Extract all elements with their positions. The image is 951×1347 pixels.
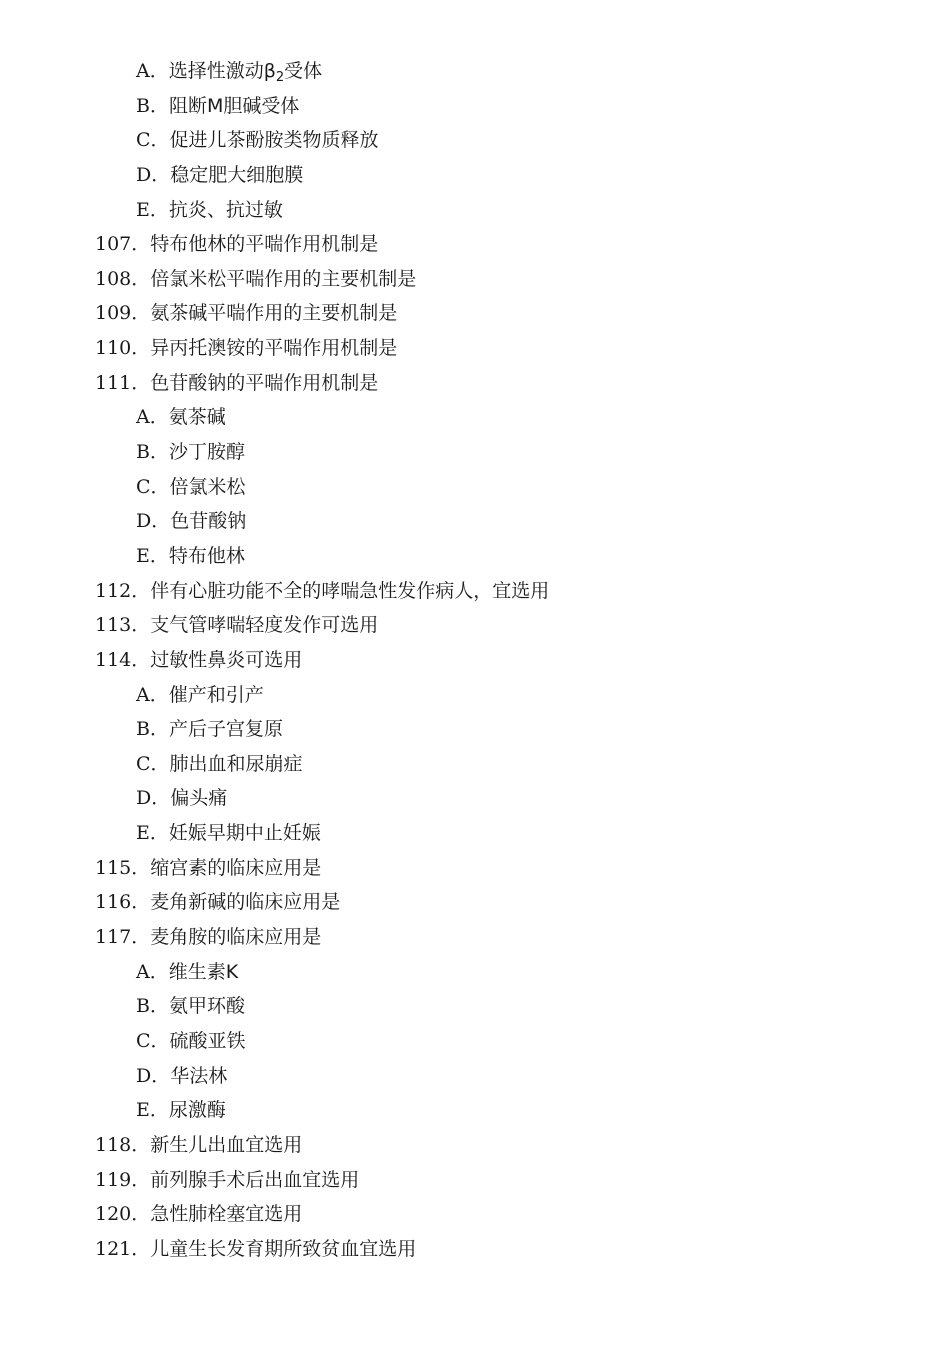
option-text: 选择性激动$\beta_2$受体 [168, 60, 323, 85]
question-116 [0, 885, 951, 920]
question-text: 麦角胺的临床应用是 [150, 926, 322, 949]
option-text: 产后子宫复原 [168, 718, 283, 741]
option-a [0, 678, 951, 713]
question-number: 108． [95, 267, 151, 290]
question-117 [0, 920, 951, 955]
option-letter: A． [136, 406, 169, 429]
question-number: 118． [95, 1133, 151, 1156]
option-letter: A． [136, 60, 169, 82]
question-text: 特布他林的平喘作用机制是 [150, 233, 379, 256]
question-number: 116． [95, 891, 151, 914]
option-e [0, 539, 951, 574]
option-b [0, 989, 951, 1024]
question-number: 120． [95, 1203, 151, 1226]
question-number: 114． [95, 648, 151, 671]
question-120 [0, 1197, 951, 1232]
option-c [0, 747, 951, 782]
subscript: 2 [275, 70, 285, 85]
question-text: 儿童生长发育期所致贫血宜选用 [150, 1237, 417, 1260]
exam-page [0, 54, 951, 1266]
option-a [0, 54, 951, 89]
option-d [0, 158, 951, 193]
question-115 [0, 851, 951, 886]
option-text: 特布他林 [168, 544, 245, 567]
option-text: 促进儿茶酚胺类物质释放 [169, 129, 379, 152]
question-number: 110． [95, 337, 151, 360]
option-text: 阻断M胆碱受体 [168, 94, 300, 117]
question-113 [0, 608, 951, 643]
question-number: 107． [95, 233, 151, 256]
question-text: 麦角新碱的临床应用是 [150, 891, 341, 914]
option-b [0, 435, 951, 470]
question-number: 115． [95, 856, 151, 879]
option-letter: B． [136, 441, 169, 464]
option-text: 氨甲环酸 [168, 995, 245, 1018]
question-text: 缩宫素的临床应用是 [150, 856, 322, 879]
option-text: 维生素K [168, 960, 239, 983]
question-number: 117． [95, 926, 151, 949]
option-letter: B． [136, 94, 169, 117]
question-121 [0, 1232, 951, 1267]
option-letter: D． [136, 163, 171, 186]
option-letter: D． [136, 510, 171, 533]
option-e [0, 816, 951, 851]
option-text: 倍氯米松 [169, 475, 246, 498]
option-b [0, 712, 951, 747]
option-text: 催产和引产 [168, 683, 264, 706]
question-118 [0, 1128, 951, 1163]
option-letter: B． [136, 995, 169, 1018]
option-d [0, 504, 951, 539]
option-c [0, 123, 951, 158]
question-text: 前列腺手术后出血宜选用 [150, 1168, 360, 1191]
question-text: 色苷酸钠的平喘作用机制是 [150, 371, 379, 394]
question-111 [0, 366, 951, 401]
question-108 [0, 262, 951, 297]
option-text: 硫酸亚铁 [169, 1029, 246, 1052]
option-letter: E． [136, 198, 169, 221]
option-b [0, 89, 951, 124]
question-number: 111． [95, 371, 151, 394]
option-text: 肺出血和尿崩症 [169, 752, 303, 775]
question-number: 109． [95, 302, 151, 325]
option-letter: C． [136, 475, 170, 498]
question-text: 伴有心脏功能不全的哮喘急性发作病人，宜选用 [150, 579, 550, 602]
question-107 [0, 227, 951, 262]
question-number: 119． [95, 1168, 151, 1191]
question-112 [0, 574, 951, 609]
option-text: 稳定肥大细胞膜 [170, 163, 304, 186]
option-e [0, 1093, 951, 1128]
question-number: 121． [95, 1237, 151, 1260]
question-text: 异丙托澳铵的平喘作用机制是 [150, 337, 398, 360]
question-text: 急性肺栓塞宜选用 [150, 1203, 303, 1226]
option-text: 偏头痛 [170, 787, 228, 810]
option-d [0, 781, 951, 816]
option-letter: A． [136, 683, 169, 706]
question-text: 氨茶碱平喘作用的主要机制是 [150, 302, 398, 325]
option-letter: D． [136, 1064, 171, 1087]
option-text: 沙丁胺醇 [168, 441, 245, 464]
option-letter: E． [136, 544, 169, 567]
question-114 [0, 643, 951, 678]
option-c [0, 470, 951, 505]
option-e [0, 193, 951, 228]
option-letter: D． [136, 787, 171, 810]
question-number: 113． [95, 614, 151, 637]
option-a [0, 955, 951, 990]
option-letter: C． [136, 752, 170, 775]
option-d [0, 1059, 951, 1094]
question-119 [0, 1163, 951, 1198]
option-text: 氨茶碱 [168, 406, 226, 429]
option-letter: E． [136, 822, 169, 845]
option-a [0, 400, 951, 435]
question-110 [0, 331, 951, 366]
option-c [0, 1024, 951, 1059]
question-text: 倍氯米松平喘作用的主要机制是 [150, 267, 417, 290]
question-109 [0, 296, 951, 331]
question-number: 112． [95, 579, 151, 602]
question-text: 过敏性鼻炎可选用 [150, 648, 303, 671]
option-letter: C． [136, 129, 170, 152]
option-text: 尿激酶 [168, 1099, 226, 1122]
question-text: 支气管哮喘轻度发作可选用 [150, 614, 379, 637]
option-text: 妊娠早期中止妊娠 [168, 822, 321, 845]
option-letter: B． [136, 718, 169, 741]
option-letter: A． [136, 960, 169, 983]
option-text: 色苷酸钠 [170, 510, 247, 533]
option-text: 华法林 [170, 1064, 228, 1087]
option-letter: C． [136, 1029, 170, 1052]
option-letter: E． [136, 1099, 169, 1122]
option-text: 抗炎、抗过敏 [168, 198, 283, 221]
question-text: 新生儿出血宜选用 [150, 1133, 303, 1156]
